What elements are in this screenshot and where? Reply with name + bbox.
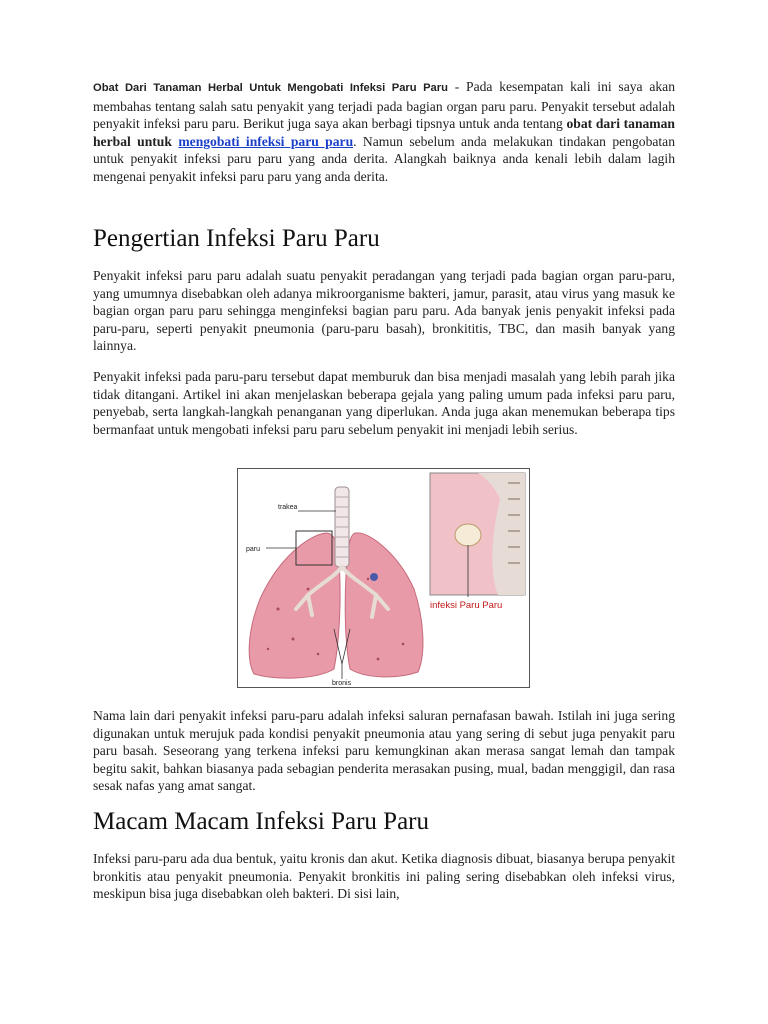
intro-text-b: . Namun sebelum anda melakukan tindakan pengobatan untuk penyakit infeksi paru paru yang anda derita. Alangkah baiknya anda kenali lebih dalam lagih mengenai penyakit infeksi paru paru yang anda derita. [93,133,676,184]
intro-paragraph [93,78,675,186]
left-lung-shape [249,533,340,678]
label-bronis: bronis [332,680,352,687]
intro-text-a: - Pada kesempatan kali ini saya akan membahas tentang salah satu penyakit yang terjadi pada bagian organ paru paru. Penyakit tersebut adalah penyakit infeksi paru paru. Berikut juga saya akan berbagi tipsnya untuk anda tentang [93,79,675,132]
lung-illustration [237,468,530,688]
label-paru: paru [246,546,261,553]
lung-diagram [238,469,529,687]
label-trakea: trakea [278,504,298,511]
paragraph-pengertian-1: Penyakit infeksi paru paru adalah suatu penyakit peradangan yang terjadi pada bagian organ paru-paru, yang umumnya disebabkan oleh adanya mikroorganisme bakteri, jamur, parasit, atau virus yang masuk ke bagian organ paru paru sehingga menginfeksi bagian paru paru. Ada banyak jenis penyakit infeksi pada paru-paru, seperti penyakit pneumonia (paru-paru basah), bronkititis, TBC, dan masih banyak yang lainnya. [93,268,675,354]
intro-bold-text: obat dari tanaman herbal untuk [93,116,675,149]
heading-pengertian: Pengertian Infeksi Paru Paru [93,225,380,252]
mengobati-link[interactable]: mengobati infeksi paru paru [178,133,354,149]
vessel-dot [370,573,378,581]
paragraph-macam: Infeksi paru-paru ada dua bentuk, yaitu kronis dan akut. Ketika diagnosis dibuat, biasanya berupa penyakit bronkitis atau penyakit pneumonia. Penyakit bronkitis ini paling sering disebabkan oleh infeksi virus, meskipun bisa juga disebabkan oleh bakteri. Di sisi lain, [93,851,675,902]
paragraph-pengertian-2: Penyakit infeksi pada paru-paru tersebut dapat memburuk dan bisa menjadi masalah yang lebih parah jika tidak ditangani. Artikel ini akan menjelaskan beberapa gejala yang paling umum pada infeksi paru paru, penyebab, serta langkah-langkah penanganan yang diperlukan. Anda juga akan menemukan beberapa tips bermanfaat untuk mengobati infeksi paru paru sebelum penyakit ini menjadi lebih serius. [93,369,675,437]
intro-lead: Obat Dari Tanaman Herbal Untuk Mengobati Infeksi Paru Paru [93,82,448,94]
label-infeksi: infeksi Paru Paru [430,600,503,611]
paragraph-nama-lain: Nama lain dari penyakit infeksi paru-paru adalah infeksi saluran pernafasan bawah. Istilah ini juga sering digunakan untuk merujuk pada kondisi penyakit pneumonia atau yang sering di sebut juga penyakit paru paru basah. Seseorang yang terkena infeksi paru kemungkinan akan merasa sangat lemah dan tampak begitu sakit, bahkan biasanya pada sebagian penderita merasakan pusing, mual, badan menggigil, dan rasa sesak nafas yang amat sangat. [93,708,675,794]
infection-spot [455,524,481,546]
heading-macam: Macam Macam Infeksi Paru Paru [93,808,429,835]
